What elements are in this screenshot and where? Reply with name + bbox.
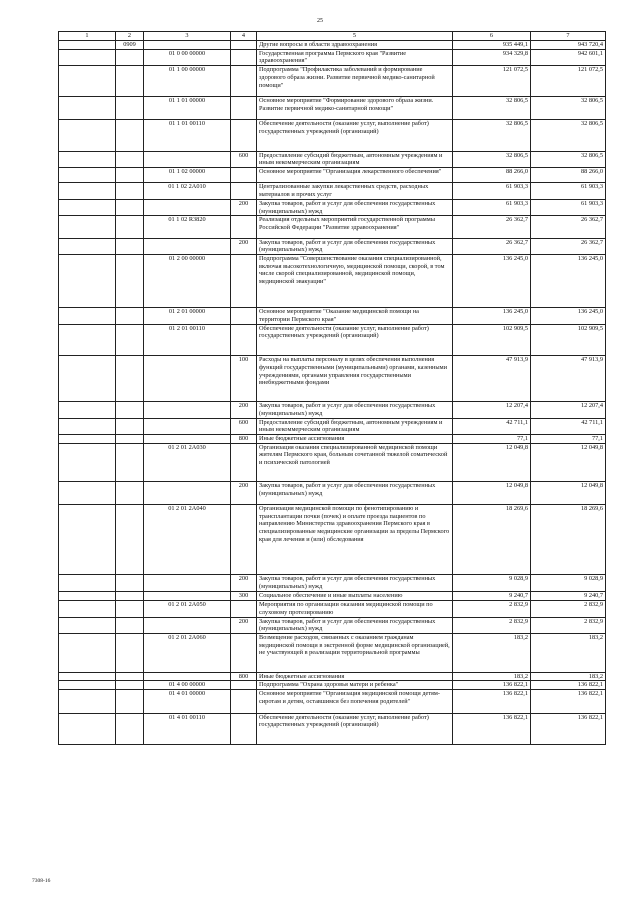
- cell-target-article: 01 2 01 2А060: [144, 634, 231, 673]
- cell-expense-type: [231, 504, 257, 574]
- cell-target-article: [144, 418, 231, 434]
- cell-ministry: [59, 183, 116, 199]
- table-row: [59, 575, 606, 592]
- cell-amount-year2: 2 832,9: [531, 617, 606, 633]
- cell-expense-type: [231, 634, 257, 673]
- cell-name: Обеспечение деятельности (оказание услуг, выполнение работ) государственных учреждений (организаций): [257, 120, 453, 152]
- cell-expense-type: 200: [231, 482, 257, 504]
- cell-section: [116, 617, 144, 633]
- cell-amount-year1: 136 822,1: [453, 690, 531, 714]
- cell-section: [116, 308, 144, 324]
- table-row: [59, 617, 606, 633]
- budget-table: [58, 31, 606, 745]
- cell-section: [116, 592, 144, 601]
- table-row: [59, 634, 606, 673]
- cell-target-article: [144, 41, 231, 50]
- table-row: [59, 592, 606, 601]
- cell-ministry: [59, 713, 116, 745]
- table-row: [59, 402, 606, 418]
- cell-name: Подпрограмма "Совершенствование оказания специализированной, включая высокотехнологичную, медицинской помощи, скорой, в том числе скорой специализированной, медицинской помощи, медицинской эвакуации": [257, 255, 453, 308]
- cell-expense-type: [231, 324, 257, 356]
- cell-name: Основное мероприятие "Оказание медицинской помощи на территории Пермского края": [257, 308, 453, 324]
- cell-ministry: [59, 592, 116, 601]
- cell-ministry: [59, 482, 116, 504]
- cell-amount-year1: 9 240,7: [453, 592, 531, 601]
- cell-ministry: [59, 601, 116, 617]
- page-number: 25: [317, 18, 323, 24]
- cell-target-article: 01 1 01 00110: [144, 120, 231, 152]
- cell-ministry: [59, 672, 116, 681]
- cell-amount-year2: 136 822,1: [531, 690, 606, 714]
- cell-amount-year1: 77,1: [453, 434, 531, 443]
- table-row: [59, 690, 606, 714]
- cell-target-article: 01 1 02 2А010: [144, 183, 231, 199]
- cell-expense-type: [231, 255, 257, 308]
- table-row: [59, 49, 606, 65]
- cell-target-article: 01 2 01 2А050: [144, 601, 231, 617]
- cell-ministry: [59, 151, 116, 167]
- column-header: 3: [144, 32, 231, 41]
- cell-expense-type: 600: [231, 151, 257, 167]
- cell-ministry: [59, 308, 116, 324]
- cell-target-article: [144, 482, 231, 504]
- cell-name: Иные бюджетные ассигнования: [257, 434, 453, 443]
- cell-expense-type: 600: [231, 418, 257, 434]
- cell-expense-type: [231, 97, 257, 120]
- cell-amount-year2: 32 806,5: [531, 120, 606, 152]
- cell-target-article: [144, 238, 231, 254]
- cell-amount-year2: 61 903,3: [531, 199, 606, 215]
- cell-name: Централизованные закупки лекарственных средств, расходных материалов и прочих услуг: [257, 183, 453, 199]
- table-row: [59, 418, 606, 434]
- cell-target-article: 01 2 01 00110: [144, 324, 231, 356]
- cell-name: Закупка товаров, работ и услуг для обеспечения государственных (муниципальных) нужд: [257, 199, 453, 215]
- table-row: [59, 216, 606, 238]
- cell-expense-type: [231, 49, 257, 65]
- cell-amount-year2: 77,1: [531, 434, 606, 443]
- table-row: [59, 482, 606, 504]
- column-header: 4: [231, 32, 257, 41]
- cell-section: [116, 183, 144, 199]
- cell-ministry: [59, 575, 116, 592]
- table-row: [59, 151, 606, 167]
- cell-amount-year2: 2 832,9: [531, 601, 606, 617]
- table-row: [59, 97, 606, 120]
- cell-target-article: 01 4 00 00000: [144, 681, 231, 690]
- cell-ministry: [59, 120, 116, 152]
- cell-expense-type: [231, 308, 257, 324]
- table-row: [59, 504, 606, 574]
- cell-section: [116, 601, 144, 617]
- cell-target-article: 01 4 01 00110: [144, 713, 231, 745]
- cell-name: Закупка товаров, работ и услуг для обеспечения государственных (муниципальных) нужд: [257, 575, 453, 592]
- cell-amount-year2: 136 245,0: [531, 308, 606, 324]
- cell-target-article: 01 2 00 00000: [144, 255, 231, 308]
- cell-name: Основное мероприятие "Организация лекарственного обеспечения": [257, 168, 453, 183]
- cell-ministry: [59, 97, 116, 120]
- cell-ministry: [59, 690, 116, 714]
- cell-target-article: 01 1 01 00000: [144, 97, 231, 120]
- cell-expense-type: 200: [231, 575, 257, 592]
- cell-name: Организация медицинской помощи по фенотипированию и трансплантации почки (почек) и оплате проезда пациентов по направлению Министерства здравоохранения Пермского края в специализированные медицинские организации за пределы Пермского края для лечения и (или) обследования: [257, 504, 453, 574]
- cell-section: [116, 434, 144, 443]
- cell-section: [116, 151, 144, 167]
- table-header-row: [59, 32, 606, 41]
- cell-section: [116, 168, 144, 183]
- cell-amount-year2: 88 266,0: [531, 168, 606, 183]
- cell-target-article: 01 1 02 00000: [144, 168, 231, 183]
- cell-amount-year2: 942 601,1: [531, 49, 606, 65]
- cell-amount-year2: 26 362,7: [531, 238, 606, 254]
- cell-name: Подпрограмма "Охрана здоровья матери и ребенка": [257, 681, 453, 690]
- cell-name: Предоставление субсидий бюджетным, автономным учреждениям и иным некоммерческим организациям: [257, 418, 453, 434]
- cell-ministry: [59, 434, 116, 443]
- cell-name: Социальное обеспечение и иные выплаты населению: [257, 592, 453, 601]
- cell-section: [116, 49, 144, 65]
- table-row: [59, 41, 606, 50]
- cell-amount-year2: 136 822,1: [531, 713, 606, 745]
- cell-section: [116, 575, 144, 592]
- cell-name: Предоставление субсидий бюджетным, автономным учреждениям и иным некоммерческим организациям: [257, 151, 453, 167]
- cell-name: Организация оказания специализированной медицинской помощи жителям Пермского края, больным сочетанной тяжелой соматической и психической патологией: [257, 443, 453, 482]
- cell-expense-type: [231, 601, 257, 617]
- column-header: 6: [453, 32, 531, 41]
- cell-amount-year1: 935 449,1: [453, 41, 531, 50]
- table-row: [59, 681, 606, 690]
- cell-amount-year1: 12 207,4: [453, 402, 531, 418]
- cell-name: Иные бюджетные ассигнования: [257, 672, 453, 681]
- table-row: [59, 255, 606, 308]
- cell-expense-type: 200: [231, 617, 257, 633]
- cell-expense-type: 100: [231, 356, 257, 402]
- cell-amount-year2: 943 720,4: [531, 41, 606, 50]
- cell-ministry: [59, 66, 116, 97]
- cell-amount-year1: 61 903,3: [453, 183, 531, 199]
- cell-amount-year1: 136 245,0: [453, 308, 531, 324]
- cell-section: [116, 356, 144, 402]
- cell-name: Мероприятия по организации оказания медицинской помощи по слуховому протезированию: [257, 601, 453, 617]
- table-row: [59, 308, 606, 324]
- cell-amount-year1: 32 806,5: [453, 151, 531, 167]
- cell-amount-year1: 42 711,1: [453, 418, 531, 434]
- cell-section: [116, 681, 144, 690]
- cell-amount-year1: 26 362,7: [453, 238, 531, 254]
- cell-section: [116, 238, 144, 254]
- cell-section: [116, 120, 144, 152]
- cell-amount-year2: 42 711,1: [531, 418, 606, 434]
- cell-amount-year2: 183,2: [531, 634, 606, 673]
- cell-amount-year1: 2 832,9: [453, 617, 531, 633]
- cell-section: [116, 255, 144, 308]
- table-row: [59, 66, 606, 97]
- cell-amount-year1: 9 028,9: [453, 575, 531, 592]
- cell-expense-type: [231, 681, 257, 690]
- table-row: [59, 356, 606, 402]
- cell-ministry: [59, 238, 116, 254]
- cell-amount-year1: 136 822,1: [453, 681, 531, 690]
- cell-expense-type: 800: [231, 672, 257, 681]
- cell-target-article: 01 4 01 00000: [144, 690, 231, 714]
- cell-section: [116, 418, 144, 434]
- cell-section: [116, 324, 144, 356]
- cell-amount-year2: 136 245,0: [531, 255, 606, 308]
- cell-amount-year2: 26 362,7: [531, 216, 606, 238]
- cell-name: Закупка товаров, работ и услуг для обеспечения государственных (муниципальных) нужд: [257, 617, 453, 633]
- cell-name: Обеспечение деятельности (оказание услуг, выполнение работ) государственных учреждений (организаций): [257, 324, 453, 356]
- cell-target-article: [144, 402, 231, 418]
- cell-amount-year2: 183,2: [531, 672, 606, 681]
- column-header: 1: [59, 32, 116, 41]
- table-row: [59, 183, 606, 199]
- cell-amount-year2: 9 240,7: [531, 592, 606, 601]
- cell-section: [116, 216, 144, 238]
- cell-ministry: [59, 49, 116, 65]
- footer-code: 7308-16: [32, 878, 51, 884]
- cell-amount-year2: 61 903,3: [531, 183, 606, 199]
- cell-section: 0909: [116, 41, 144, 50]
- cell-ministry: [59, 681, 116, 690]
- cell-section: [116, 97, 144, 120]
- cell-amount-year1: 183,2: [453, 672, 531, 681]
- table-row: [59, 238, 606, 254]
- cell-expense-type: [231, 690, 257, 714]
- cell-amount-year1: 61 903,3: [453, 199, 531, 215]
- cell-name: Обеспечение деятельности (оказание услуг, выполнение работ) государственных учреждений (организаций): [257, 713, 453, 745]
- cell-amount-year2: 136 822,1: [531, 681, 606, 690]
- cell-amount-year2: 102 909,5: [531, 324, 606, 356]
- column-header: 5: [257, 32, 453, 41]
- table-row: [59, 713, 606, 745]
- cell-expense-type: 300: [231, 592, 257, 601]
- cell-amount-year1: 2 832,9: [453, 601, 531, 617]
- table-row: [59, 120, 606, 152]
- cell-amount-year1: 32 806,5: [453, 120, 531, 152]
- cell-target-article: 01 2 01 2А040: [144, 504, 231, 574]
- cell-section: [116, 672, 144, 681]
- cell-name: Другие вопросы в области здравоохранения: [257, 41, 453, 50]
- cell-section: [116, 634, 144, 673]
- cell-amount-year2: 12 049,8: [531, 443, 606, 482]
- cell-expense-type: [231, 168, 257, 183]
- cell-section: [116, 482, 144, 504]
- column-header: 7: [531, 32, 606, 41]
- table-row: [59, 601, 606, 617]
- cell-target-article: [144, 151, 231, 167]
- cell-amount-year1: 88 266,0: [453, 168, 531, 183]
- cell-amount-year1: 136 822,1: [453, 713, 531, 745]
- table-row: [59, 324, 606, 356]
- cell-name: Государственная программа Пермского края "Развитие здравоохранения": [257, 49, 453, 65]
- cell-amount-year1: 136 245,0: [453, 255, 531, 308]
- cell-ministry: [59, 617, 116, 633]
- cell-name: Закупка товаров, работ и услуг для обеспечения государственных (муниципальных) нужд: [257, 482, 453, 504]
- cell-amount-year2: 9 028,9: [531, 575, 606, 592]
- cell-amount-year2: 32 806,5: [531, 151, 606, 167]
- cell-ministry: [59, 443, 116, 482]
- cell-name: Закупка товаров, работ и услуг для обеспечения государственных (муниципальных) нужд: [257, 238, 453, 254]
- cell-section: [116, 713, 144, 745]
- cell-ministry: [59, 41, 116, 50]
- cell-amount-year2: 121 072,5: [531, 66, 606, 97]
- cell-name: Расходы на выплаты персоналу в целях обеспечения выполнения функций государственными (муниципальными) органами, казенными учреждениями, органами управления государственными внебюджетными фондами: [257, 356, 453, 402]
- cell-amount-year2: 18 269,6: [531, 504, 606, 574]
- cell-expense-type: 200: [231, 199, 257, 215]
- cell-ministry: [59, 504, 116, 574]
- cell-target-article: [144, 199, 231, 215]
- cell-target-article: [144, 617, 231, 633]
- cell-expense-type: 200: [231, 402, 257, 418]
- cell-amount-year1: 18 269,6: [453, 504, 531, 574]
- cell-target-article: 01 1 02 R3820: [144, 216, 231, 238]
- cell-target-article: [144, 575, 231, 592]
- cell-section: [116, 402, 144, 418]
- cell-amount-year1: 121 072,5: [453, 66, 531, 97]
- cell-name: Основное мероприятие "Формирование здорового образа жизни. Развитие первичной медико-санитарной помощи": [257, 97, 453, 120]
- cell-amount-year2: 12 049,8: [531, 482, 606, 504]
- cell-ministry: [59, 216, 116, 238]
- cell-name: Возмещение расходов, связанных с оказанием гражданам медицинской помощи в экстренной форме медицинской организацией, не участвующей в реализации территориальной программы: [257, 634, 453, 673]
- cell-target-article: 01 2 01 2А030: [144, 443, 231, 482]
- cell-amount-year1: 12 049,8: [453, 482, 531, 504]
- cell-section: [116, 66, 144, 97]
- cell-amount-year1: 12 049,8: [453, 443, 531, 482]
- cell-amount-year2: 12 207,4: [531, 402, 606, 418]
- cell-amount-year2: 47 913,9: [531, 356, 606, 402]
- cell-ministry: [59, 356, 116, 402]
- cell-expense-type: [231, 443, 257, 482]
- cell-expense-type: [231, 713, 257, 745]
- cell-name: Реализация отдельных мероприятий государственной программы Российской Федерации "Развитие здравоохранения": [257, 216, 453, 238]
- cell-ministry: [59, 324, 116, 356]
- cell-expense-type: 800: [231, 434, 257, 443]
- cell-expense-type: [231, 66, 257, 97]
- cell-ministry: [59, 168, 116, 183]
- table-row: [59, 168, 606, 183]
- cell-expense-type: 200: [231, 238, 257, 254]
- table-row: [59, 672, 606, 681]
- cell-target-article: 01 2 01 00000: [144, 308, 231, 324]
- cell-expense-type: [231, 183, 257, 199]
- cell-target-article: [144, 592, 231, 601]
- cell-section: [116, 504, 144, 574]
- table-body: [59, 41, 606, 745]
- cell-amount-year1: 934 329,8: [453, 49, 531, 65]
- cell-amount-year1: 102 909,5: [453, 324, 531, 356]
- cell-amount-year1: 47 913,9: [453, 356, 531, 402]
- cell-target-article: [144, 434, 231, 443]
- table-row: [59, 199, 606, 215]
- cell-target-article: 01 1 00 00000: [144, 66, 231, 97]
- cell-ministry: [59, 634, 116, 673]
- cell-name: Закупка товаров, работ и услуг для обеспечения государственных (муниципальных) нужд: [257, 402, 453, 418]
- cell-target-article: [144, 356, 231, 402]
- cell-ministry: [59, 402, 116, 418]
- cell-expense-type: [231, 120, 257, 152]
- cell-target-article: 01 0 00 00000: [144, 49, 231, 65]
- column-header: 2: [116, 32, 144, 41]
- table-row: [59, 443, 606, 482]
- cell-expense-type: [231, 216, 257, 238]
- cell-section: [116, 199, 144, 215]
- cell-name: Основное мероприятие "Организация медицинской помощи детям-сиротам и детям, оставшимся без попечения родителей": [257, 690, 453, 714]
- cell-amount-year1: 183,2: [453, 634, 531, 673]
- cell-section: [116, 690, 144, 714]
- cell-ministry: [59, 255, 116, 308]
- cell-target-article: [144, 672, 231, 681]
- cell-amount-year1: 32 806,5: [453, 97, 531, 120]
- cell-ministry: [59, 418, 116, 434]
- cell-amount-year1: 26 362,7: [453, 216, 531, 238]
- cell-amount-year2: 32 806,5: [531, 97, 606, 120]
- cell-expense-type: [231, 41, 257, 50]
- cell-name: Подпрограмма "Профилактика заболеваний и формирование здорового образа жизни. Развитие первичной медико-санитарной помощи": [257, 66, 453, 97]
- table-row: [59, 434, 606, 443]
- cell-ministry: [59, 199, 116, 215]
- cell-section: [116, 443, 144, 482]
